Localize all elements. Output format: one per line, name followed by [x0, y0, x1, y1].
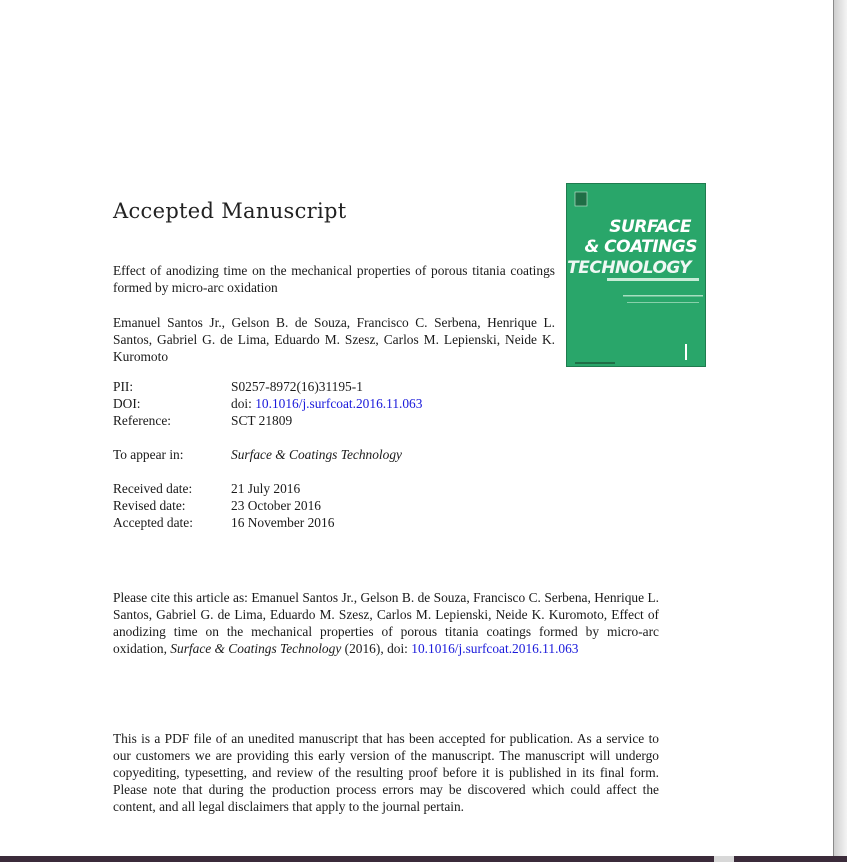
citation-journal: Surface & Coatings Technology — [170, 641, 342, 656]
citation-text: Please cite this article as: Emanuel Santos Jr., Gelson B. de Souza, Francisco C. Serbena, Henrique L. Santos, Gabriel G. de Lima, Eduardo M. Szesz, Carlos M. Lepienski, Neide K. Kuromoto, Effect of anodizing time on the mechanical properties of porous titania coatings formed by micro-arc oxidation, — [113, 590, 659, 656]
article-title: Effect of anodizing time on the mechanical properties of porous titania coatings formed by micro-arc oxidation — [113, 263, 555, 295]
citation-doi-prefix: doi: — [387, 641, 408, 656]
cover-title-line1: SURFACE — [609, 217, 691, 237]
accepted-value: 16 November 2016 — [231, 515, 335, 530]
revised-value: 23 October 2016 — [231, 498, 321, 513]
received-label: Received date: — [113, 481, 193, 496]
doi-label: DOI: — [113, 396, 141, 411]
author-list: Emanuel Santos Jr., Gelson B. de Souza, Francisco C. Serbena, Henrique L. Santos, Gabriel G. de Lima, Eduardo M. Szesz, Carlos M. Lepienski, Neide K. Kuromoto — [113, 315, 555, 364]
appear-value: Surface & Coatings Technology — [231, 447, 402, 462]
cover-stripe-2 — [623, 295, 703, 297]
accepted-label: Accepted date: — [113, 515, 193, 530]
pii-value: S0257-8972(16)31195-1 — [231, 379, 363, 394]
citation-year: (2016), — [344, 641, 384, 656]
journal-cover — [566, 183, 706, 367]
reference-value: SCT 21809 — [231, 413, 293, 428]
appear-label: To appear in: — [113, 447, 184, 462]
pii-label: PII: — [113, 379, 134, 394]
cover-bar-mark — [685, 344, 687, 360]
elsevier-logo-icon — [575, 192, 587, 206]
doi-value — [231, 395, 422, 412]
cover-footer-mark — [575, 362, 615, 364]
cover-title-line3: TECHNOLOGY — [567, 258, 691, 278]
received-value: 21 July 2016 — [231, 481, 301, 496]
citation-doi-link[interactable]: 10.1016/j.surfcoat.2016.11.063 — [411, 641, 579, 656]
cover-title-line2: & COATINGS — [584, 237, 697, 257]
manuscript-notice: This is a PDF file of an unedited manuscript that has been accepted for publication. As a service to our customers we are providing this early version of the manuscript. The manuscript will undergo copyediting, typesetting, and review of the resulting proof before it is published in its final form. Please note that during the production process errors may be discovered which could affect the content, and all legal disclaimers that apply to the journal pertain. — [113, 731, 659, 814]
doi-link[interactable]: 10.1016/j.surfcoat.2016.11.063 — [255, 396, 423, 411]
reference-label: Reference: — [113, 413, 171, 428]
page-heading: Accepted Manuscript — [113, 199, 347, 223]
cover-stripe-3 — [627, 302, 699, 303]
citation-paragraph — [113, 589, 659, 657]
next-page-strip-gap — [714, 856, 734, 862]
journal-cover-art — [567, 184, 706, 367]
page-shadow — [834, 0, 847, 858]
revised-label: Revised date: — [113, 498, 186, 513]
doi-prefix: doi: — [231, 396, 252, 411]
cover-stripe-1 — [607, 278, 699, 281]
